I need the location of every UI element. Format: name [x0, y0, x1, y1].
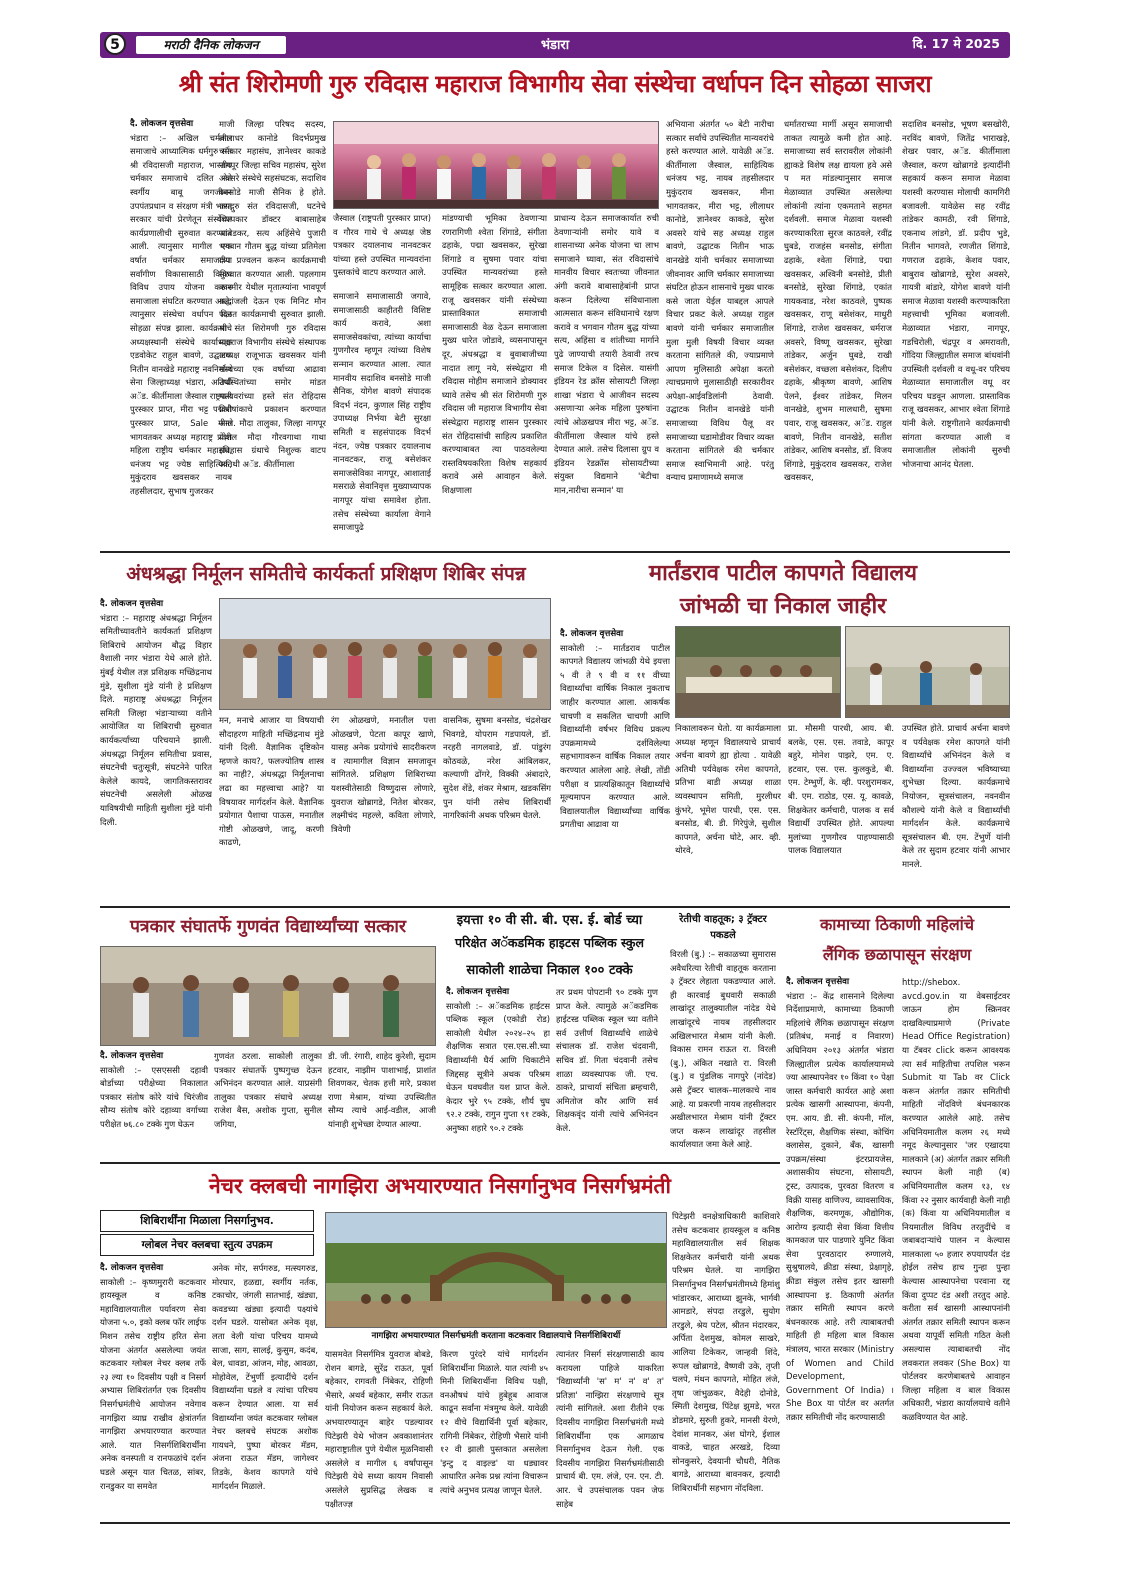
- article1-col3a: समाजाने समाजासाठी जगावे, समाजासाठी काहीतरी विशिष्ट कार्य करावे, अशा समाजसेवकांचा, त्यांच्या कार्याचा गुणगौरव म्हणून त्यांच्या विशेष सन्मान करण्यात आला. त्यात मानवीय सदाशिव बनसोडे माजी सैनिक, योगेश बावणे संपादक विदर्भ नंदन, कुणाल सिंह राष्ट्रीय उपाध्यक्ष निर्भया बेटी सुरक्षा समिती व सहसंपादक विदर्भ नंदन, ज्येष्ठ पत्रकार दयालनाथ नानवटकर, राजू बसेशंकर समाजसेविका नागपूर, आशाताई मसराळे सेवानिवृत्त मुख्याध्यापक नागपूर यांचा समावेश होता. तसेच संस्थेच्या कार्याला वेगाने समाजापुढे: [333, 291, 431, 533]
- article1-col4: प्राधान्य देऊन समाजकार्यात रुची ठेवणाऱ्यांनी समोर यावे व शासनाच्या अनेक योजना चा लाभ समाजाने घ्यावा, संत रविदासांचे मानवीय विचार स्वतःच्या जीवनात अंगी करावे बाबासाहेबांनी प्राप्त करून दिलेल्या संविधानाला आत्मसात करून संविधानाचे रक्षण करावे व भगवान गौतम बुद्ध यांच्या सत्य, अहिंसा व शांतीच्या मार्गाने पुढे जाण्याची तयारी ठेवावी तरच समाज टिकेल व दिसेल. यासंगी इंडियन रेड क्रॉस सोसायटी जिल्हा शाखा भंडारा चे आजीवन सदस्य असणाऱ्या अनेक महिला पुरुषांना त्यांचे ओळखपत्र मीरा भट्ट, अॅड. कीर्तीमाला जैस्वाल यांचे हस्ते देण्यात आले. तसेच दिलासा ग्रुप व इंडियन रेडक्रॉस सोसायटीच्या संयुक्त विद्यमाने 'बेटीचा मान,नारीचा सन्मान' या: [554, 213, 659, 495]
- footer-rule: [100, 1522, 1010, 1524]
- article3-col1: [560, 628, 670, 904]
- article7-col1: [786, 976, 894, 1516]
- article2-col3: रंग ओळखणे, मनातील पत्ता ओळखणे, पेटता कापूर खाणे, यासह अनेक प्रयोगांचे सादरीकरण व त्यामागील विज्ञान समजावून सांगितले. प्रशिक्षण शिबिराच्या यशस्वीतेसाठी विष्णुदास लोणारे, युवराज खोब्रागडे, नितेश बोरकर, लक्ष्मीचंद महल्ले, कविता लोणारे, त्रिवेणी: [331, 715, 436, 834]
- article1-byline: दै. लोकजन वृत्तसेवा: [130, 119, 194, 129]
- article6-headline: रेतीची वाहतूक; ३ ट्रॅक्टर पकडले: [679, 914, 767, 941]
- article2-col1-text: भंडारा :– महाराष्ट्र अंधश्रद्धा निर्मूलन समितीच्यावतीने कार्यकर्ता प्रशिक्षण शिबिराचे आयोजन बौद्ध विहार वैशाली नगर भंडारा येथे आले होते. मुंबई येथील तज्ञ प्रशिक्षक मच्छिंद्रनाथ मुंडे, सुशीला मुंडे यांनी हे प्रशिक्षण दिले. महाराष्ट्र अंधश्रद्धा निर्मूलन समिती जिल्हा भंडाऱ्याच्या वतीने आयोजित या शिबिराची सुरुवात कार्यकर्त्यांच्या परिचयाने झाली. अंधश्रद्धा निर्मूलन समितीचा प्रवास, संघटनेची चतुःसूत्री, संघटनेने पारित केलेले कायदे, जागतिकस्तरावर संघटनेची असलेली ओळख याविषयीची माहिती सुशीला मुंडे यांनी दिली.: [100, 612, 212, 827]
- article6-body: विरली (बु.) :– सकाळच्या सुमारास अवैधरित्या रेतीची वाहतूक करताना ३ ट्रॅक्टर लेहाता पकडण्यात आले. ही कारवाई बुधवारी सकाळी लाखांदूर तालुक्यातील नांदेड येथे लाखांदूरचे नायब तहसीलदार अखिलभारत मेश्राम यांनी केली. विकास रामन राऊत रा. विरली (बु.), अंकित नखाते रा. विरली (बु.) व पुंडलिक नागपुरे (नांदेड) असे ट्रॅक्टर चालक–मालकाचे नाव आहे. या प्रकरणी नायब तहसीलदार अखीलभारत मेश्राम यांनी ट्रॅक्टर जप्त करून लाखांदूर तहसील कार्यालयात जमा केले आहे.: [670, 949, 776, 1150]
- article8-col6: पिटेझरी वनक्षेत्राधिकारी काशिवारे तसेच कटकवार हायस्कूल व कनिष्ठ महाविद्यालयातील सर्व शिक्षक शिक्षकेतर कर्मचारी यांनी अथक परिश्रम घेतले. या नागझिरा निसर्गानुभव निसर्गभ्रमंतीमध्ये हिमांशु भांडारकर, आराध्या झुनके, भार्गवी आमडारे, संपदा तरडुले, सुयोग तरडुले, श्रेय पटेल, श्रीतन मंदारकर, अर्पिता देशमुख, कोमल साखरे, आलिया टिकेकर, जान्हवी शिंदे, रूपल खोब्रागडे, वैष्णवी उके, तृप्ती चलपे, मंथन कापगते, मोहित लंजे, तृषा जांभुळकर, वैदेही दोनोडे, स्मिती देशमुख, पिंटेक्ष झुमडे, भरत डोडमारे, सुरुती हुकरे, मानसी येरणे, देवांश मानकर, अंश घोगरे, ईशाल वाकडे, चाहत अरखडे, दिव्या सोनकुसरे, देवयानी चौधरी, नैतिक बागडे, आराध्या बावनकर, इत्यादी शिबिरार्थीनी सहभाग नोंदविला.: [672, 1211, 780, 1493]
- article8-byline: दै. लोकजन वृत्तसेवा: [100, 1263, 164, 1273]
- article5-byline: दै. लोकजन वृत्तसेवा: [446, 987, 510, 997]
- article2-col1: [100, 598, 212, 904]
- article3-col1-text: साकोली :– मार्तंडराव पाटील कापगते विद्यालय जांभळी येथे इयत्ता ५ वी ते ९ वी व ११ वीच्या विद्यार्थ्यांचा वार्षिक निकाल नुकताच जाहीर करण्यात आला. आकर्षक चाचणी व सकलित चाचणी आणि विद्यार्थ्यांनी वर्षभर विविध प्रकल्प उपक्रमामध्ये दर्शविलेल्या सहभागावरून वार्षिक निकाल तयार करण्यात आलेला आहे. लेखी, तोंडी परीक्षा व प्रात्यक्षिकातून विद्यार्थ्यांचे मूल्यमापन करण्यात आले. विद्यालयातील विद्यार्थ्यांच्या वार्षिक प्रगतीचा आढावा या: [560, 642, 670, 830]
- divider-2: [100, 906, 1010, 908]
- article3-photo-left: [675, 626, 841, 718]
- article3-col3: प्रा. मौसमी पारधी, आय. बी. बलके, एस. एस. तवाडे, कापूर बहुरे, मोनेश पाझरे, एम. ए. हटवार, एस. एस. कुलकुडे, बी. एम. टेम्भुर्णे, के. व्ही. परशुरामकर, बी. एम. राठोड, एस. यू. कावळे, शिक्षकेतर कर्मचारी, पालक व सर्व विद्यार्थी उपस्थित होते. आपल्या मुलांच्या गुणगौरव पाहण्यासाठी पालक विद्यालयात: [788, 723, 894, 856]
- article8-col2: अनेक मोर, सर्पगरुड, मत्स्यगरुड, मोरघार, हळद्या, स्वर्गीय नर्तक, टकाचोर, जंगली सातभाई, खंड्या, कवडच्या खंड्या इत्यादी पक्ष्यांचे दर्शन घडले. यासोबत अनेक वृक्ष, लता वेली यांचा परिचय यामध्ये साजा, साग, सालई, कुसुम, कदंब, बेल, धावडा, आंजन, मोह, आवळा, मोहोवेल, टेंभुर्णी इत्यादींचे दर्शन विद्यार्थ्यांना घडले व त्यांचा परिचय करून देण्यात आला. या सर्व विद्यार्थ्यांना जयंत कटकवार ग्लोबल नेचर क्लबचे संघटक अशोक गायधने, पुष्पा बोरकर मॅडम, अंजना राऊत मॅडम, जागेश्वर तिडके, केशव कापगते यांचे मार्गदर्शन मिळाले.: [212, 1263, 318, 1491]
- article1-col2: माजी जिल्हा परिषद सदस्य, लीलाधर कानोडे विदर्भप्रमुख चर्मकार महासंघ, ज्ञानेश्वर काकडे नागपूर जिल्हा सचिव महासंघ, सुरेश अवसरे संस्थेचे सहसंघटक, सदाशिव बनसोडे माजी सैनिक हे होते. जगद्गुरु संत रविदासजी, घटनेचे शिल्पकार डॉक्टर बाबासाहेब आंबेडकर, सत्य अहिंसेचे पुजारी भगवान गौतम बुद्ध यांच्या प्रतिमेला दीप प्रज्वलन करून कार्यक्रमाची सुरुवात करण्यात आली. पहलगाम काश्मीर येथील मृतात्म्यांना भावपूर्ण श्रद्धांजली देऊन एक मिनिट मौन पाळत कार्यक्रमाची सुरुवात झाली. श्री संत शिरोमणी गुरु रविदास महाराज विभागीय संस्थेचे संस्थापक अध्यक्ष राजूभाऊ खवसकर यांनी संस्थेच्या एक वर्षाच्या आढावा उपस्थितांच्या समोर मांडत मान्यवरांच्या हस्ते संत रोहिदास विशेषांकाचे प्रकाशन करण्यात आले. मौदा तालुका, जिल्हा नागपूर येथील मौदा गौरवगाथा गाथा इतिहास ग्रंथाचे निशुल्क वाटप अतिथी अॅड. कीर्तीमाला: [219, 119, 326, 469]
- article5-col1-text: साकोली :– अॅकडमिक हाईटस पब्लिक स्कूल (एकोडी रोड) साकोली येथील २०२४–२५ हा शैक्षणिक सत्रात एस.एस.सी.च्या विद्यार्थ्यांनी घैर्य आणि चिकाटीने जिद्दसह सूत्रीने अथक परिश्रम घेऊन घवघवीत यश प्राप्त केले. केदार भुरे ९५ टक्के, शौर्य चुघ ९२.२ टक्के, रागुन गुप्ता ९१ टक्के, अनुष्का शहारे ९०.२ टक्के: [446, 1000, 550, 1133]
- article2-col2: मन, मनाचे आजार या विषयाची सौदाहरण माहिती मच्छिंद्रनाथ मुंडे यांनी दिली. वैज्ञानिक दृष्टिकोन म्हणजे काय?, फलज्योतिष शास्त्र का नाही?, अंधश्रद्धा निर्मूलनाचा लढा का महत्त्वाचा आहे? या विषयावर मार्गदर्शन केले. वैज्ञानिक प्रयोगात पैशाचा पाऊस, मनातील गोष्टी ओळखणे, जादू, करणी काढणे,: [219, 715, 324, 848]
- article7-headline-line1: कामाच्या ठिकाणी महिलांचे: [820, 915, 974, 934]
- article1-photo: [333, 121, 659, 209]
- article1-col1-text: भंडारा :– अखिल चर्मकार समाजाचे आध्यात्मिक धर्मगुरु संत श्री रविदासजी महाराज, भारतीय चर्मकार समाजाचे दलित नेते स्वर्गीय बाबू जगजीवन उपपंतप्रधान व संरक्षण मंत्री भारत सरकार यांची प्रेरणेतून संस्थेच्या कार्यप्रणालीची सुरुवात करण्यात आली. त्यानुसार मागील एक वर्षात चर्मकार समाजाच्या सर्वांगीण विकासासाठी विविध विविध उपाय योजना करून समाजाला संघटित करण्यात आले. त्यानुसार संस्थेचा वर्धापन दिन सोहळा संपन्न झाला. कार्यक्रमाचे अध्यक्षस्थानी संस्थेचे कार्याध्यक्ष एडवोकेट राहुल बावणे, उद्घाटक नितीन वानखेडे महाराष्ट्र नवनिर्माण सेना जिल्हाध्यक्ष भंडारा, अतिथी अॅड. कीर्तीमाला जैस्वाल राष्ट्रपती पुरस्कार प्राप्त, मीरा भट्ट पद्मश्री पुरस्कार प्राप्त, Sale मीना भागवतकर अध्यक्ष महाराष्ट्र प्रदेश महिला राष्ट्रीय चर्मकार महासंघ, धनंजय भट्ट ज्येष्ठ साहित्यिक, मुकुंदराव खवसकर नायब तहसीलदार, सुभाष गुजरकर: [130, 132, 232, 497]
- article8-col3: यासमवेत निसर्गमित्र युवराज बोबडे, रोशन बागडे, सुरेंद्र राऊत, पूर्वा बहेकार, रागवती निंबेकर, रोहिणी भैसारे, अथर्व बहेकार, समीर राऊत यांनी नियोजन करून सहकार्य केले. अभयारण्यातून बाहेर पडल्यावर पिटेझरी येथे भोजन अवकाशानंतर महाराष्ट्रातील पुणे येथील मूळनिवासी असलेले व मागील ६ वर्षांपासून पिटेझरी येथे सध्या कायम निवासी असलेले सुप्रसिद्ध लेखक व पक्षीतज्ज्ञ: [325, 1349, 433, 1509]
- section-name: भंडारा: [540, 38, 570, 53]
- issue-date: दि. 17 मे 2025: [912, 36, 1000, 51]
- article1-col1: [130, 118, 232, 548]
- article1-col6: धर्मांतराच्या मार्गी असून समाजाची ताकत त्यामुळे कमी होत आहे. समाजाच्या सर्व स्तरावरील लोकांनी ह्याकडे विशेष लक्ष द्यायला हवे असे प मत मांडल्यानुसार समाज मेळाव्यात उपस्थित असलेल्या लोकांनी त्यांना एकमताने सहमत दर्शवली. समाज मेळावा यशस्वी करण्याकरिता सुरज काठवले, रवींद्र घुबडे, राजहंस बनसोड, संगीता ढहाके, श्वेता शिंगाडे, पद्मा खवसकर, अश्विनी बनसोडे, प्रीती बनसोडे, सुरेखा शिंगाडे, एकांत गायकवाड, नरेश काठवले, पुष्पक खवसकर, राणू बसेशंकर, माधुरी शिंगाडे, राजेश खवसकर, धर्मराज अवसरे, विष्णू खवसकर, सुरेखा तांडेकर, अर्जुन घुबडे, राखी बसेशंकर, वच्छला बसेशंकर, दिलीप ढहाके, श्रीकृष्ण बावणे, आशिष पेलने, ईश्वर तांडेकर, मिलन वानखेडे, शुभम मालधारी, सुषमा पवार, राजू खवसकर, अॅड. राहुल बावणे, नितीन वानखेडे, सतीश तांडेकर, आशिष बनसोड, डॉ. विजय शिंगाडे, मुकुंदराव खवसकर, राजेश खवसकर,: [784, 119, 892, 483]
- article5-headline-line1: इयत्ता १० वी सी. बी. एस. ई. बोर्ड च्या: [456, 913, 643, 928]
- article7-col1-text: भंडारा :– केंद्र शासनाने दिलेल्या निर्देशाप्रमाणे, कामाच्या ठिकाणी महिलांचे लैंगिक छळापासून संरक्षण (प्रतिबंध, मनाई व निवारण) अधिनियम २०१३ अंतर्गत भंडारा जिल्ह्यातील प्रत्येक कार्यालयामध्ये ज्या आस्थापनेवर १० किंवा १० पेक्षा जास्त कर्मचारी कार्यरत आहे अशा प्रत्येक खासगी आस्थापना, कंपनी, एम. आय. डी. सी. कंपनी, मॉल, रेस्टॉरेंट्स, शैक्षणिक संस्था, कोचिंग क्लासेस, दुकाने, बँक, खासगी उपक्रम/संस्था इंटरप्रायजेस, अशासकीय संघटना, सोसायटी, ट्रस्ट, उत्पादक, पुरवठा वितरण व विक्री यासह वाणिज्य, व्यावसायिक, शैक्षणिक, करमणूक, औद्योगिक, आरोग्य इत्यादी सेवा किंवा वित्तीय कामकाज पार पाडणारे युनिट किंवा सेवा पुरवठादार रुग्णालये, सुश्रुषालये, क्रीडा संस्था, प्रेक्षागृहे, क्रीडा संकुल तसेच इतर खासगी आस्थापना इ. ठिकाणी अंतर्गत तक्रार समिती स्थापन करणे बंधनकारक आहे. तरी त्याबाबतची माहिती ही महिला बाल विकास मंत्रालय, भारत सरकार (Ministry of Women and Child Development, Government Of India) । She Box या पोर्टल वर अतर्गत तक्रार समितीची नोंद करण्यासाठी: [786, 990, 894, 1422]
- article1-headline: श्री संत शिरोमणी गुरु रविदास महाराज विभागीय सेवा संस्थेचा वर्धापन दिन सोहळा साजरा: [178, 69, 932, 98]
- article8-col5: त्यानंतर निसर्ग संरक्षणासाठी काय करायला पाहिजे याकरिता 'विद्यार्थ्यांनी 'स' म' न' व' त' प्रतिज्ञा' नाग्झिरा संरक्षणाचे सूत्र त्यांनी सांगितले. अशा रीतीने एक दिवसीय नागझिरा निसर्गभ्रमंती मध्ये शिबिरार्थींना एक आगळाच निसर्गानुभव देऊन गेली. एक दिवसीय नागझिरा निसर्गभ्रमंतीसाठी प्राचार्य बी. एम. लंजे, एन. एन. टी. आर. चे उपसंचालक पवन जेफ साहेब: [556, 1349, 664, 1509]
- article8-col1: [100, 1262, 206, 1518]
- article1-photo-caption: जैस्वाल (राष्ट्रपती पुरस्कार प्राप्त) व गौरव गाथे चे अध्यक्ष जेष्ठ पत्रकार दयालनाथ नानवटकर यांच्या हस्ते उपस्थित मान्यवरांना पुस्तकांचे वाटप करण्यात आले.: [333, 213, 431, 278]
- article4-col2: गुणवंत ठरला. साकोली तालुका पत्रकार संघातर्फे पुष्पगुच्छ देऊन अभिनंदन करण्यात आले. याप्रसंगी तालुका पत्रकार संघाचे अध्यक्ष राजेश बैस, अशोक गुप्ता, सुनील जगिया,: [214, 1051, 322, 1129]
- article4-col1-text: साकोली :– एसएससी दहावी बोर्डाच्या परीक्षेच्या निकालात पत्रकार संतोष कोरे यांचे चिरंजीव सौम्य संतोष कोरे दहाव्या वर्गाच्या परीक्षेत ७६.८० टक्के गुण घेऊन: [100, 1064, 208, 1129]
- article4-headline: पत्रकार संघातर्फे गुणवंत विद्यार्थ्यांच्या सत्कार: [129, 917, 407, 937]
- article8-subheading-1: शिबिरार्थींना मिळाला निसर्गानुभव.: [100, 1210, 314, 1232]
- article7-byline: दै. लोकजन वृत्तसेवा: [786, 977, 850, 987]
- article8-sanctuary-gate-photo: [326, 1213, 667, 1328]
- masthead: [100, 32, 1010, 58]
- article2-col4: वासनिक, सुषमा बनसोड, चंद्रशेखर भिवगडे, योपराम गडपायले, डॉ. नरहरी नागलवाडे, डॉ. पांडुरंग कोठवळे, नरेश आंबिलकर, कल्याणी ढोंगरे, विक्की अंबादारे, सुदेश शेंडे, शंकर मेश्राम, खडकसिंग पुन यांनी तसेच शिबिरार्थी नागरिकांनी अथक परिश्रम घेतले.: [443, 715, 551, 821]
- article3-headline-line2: जांभळी चा निकाल जाहीर: [679, 593, 887, 619]
- article8-col1-text: साकोली :– कृष्णमुरारी कटकवार हायस्कूल व कनिष्ठ महाविद्यालयातील पर्यावरण सेवा योजना ५.०, इको क्लब फॉर लाईफ मिशन तसेच राष्ट्रीय हरित सेना योजना अंतर्गत असलेल्या जयंत कटकवार ग्लोबल नेचर क्लब तर्फे २३ ल्या १० दिवसीय पक्षी व निसर्ग अभ्यास शिबिरांतर्गत एक दिवसीय निसर्गभ्रमंतीचे आयोजन नवेगाव नागझिरा व्याघ्र राखीव क्षेत्रांतर्गत नागझिरा अभयारण्यात करण्यात आले. यात निसर्गशिबिरार्थींना अनेक वनस्पती व रानफळांचे दर्शन घडले असून यात चितळ, सांबर, रानडुकर या समवेत: [100, 1276, 206, 1491]
- article5-col1: [446, 986, 550, 1158]
- article1-group-photo: [334, 122, 659, 209]
- article5-headline-line2: परिक्षेत अॅकडमिक हाइटस पब्लिक स्कुल: [455, 935, 644, 950]
- article4-byline: दै. लोकजन वृत्तसेवा: [100, 1051, 164, 1061]
- article8-photo: [325, 1212, 667, 1328]
- article7-col2: http://shebox. avcd.gov.in या वेबसाईटवर जाऊन होम स्क्रिनवर दाखविल्याप्रमाणे (Private Head Office Registration) या टॅबवर click करून आवश्यक त्या सर्व माहितीचा तपशिल भरून Submit या Tab वर Click करून अंतर्गत तक्रार समितीची माहिती नोंदविणे बंधनकारक करण्यात आलेले आहे. तसेच अधिनियमातील कलम २६ मध्ये नमूद केल्यानुसार 'जर एखादया मालकाने (अ) अंतर्गत तक्रार समिती स्थापन केली नाही (ब) अधिनियमातील कलम १३, १४ किंवा २२ नुसार कार्यवाही केली नाही (क) किंवा या अधिनियमातील व नियमातील विविध तरतुदींचे व जबाबदाऱ्यांचे पालन न केल्यास मालकाला ५० हजार रुपयापर्यंत दंड होईल तसेच हाच गुन्हा पुन्हा केल्यास आस्थापनेचा परवाना रद्द किंवा दुप्पट दंड अशी तरतुद आहे. करीता सर्व खासगी आस्थापनांनी अंतर्गत तक्रार समिती स्थापन करून अथवा यापूर्वी समिती गठित केली असल्यास त्याबाबतची नोंद लवकरात लवकर (She Box) या पोर्टलवर करणेबाबतचे आवाहन जिल्हा महिला व बाल विकास अधिकारी, भंडारा कार्यालयाचे वतीने कळविण्यात येत आहे.: [902, 977, 1010, 1422]
- article2-byline: दै. लोकजन वृत्तसेवा: [100, 599, 164, 609]
- article8-subheading-2: ग्लोबल नेचर क्लबचा स्तुत्य उपक्रम: [100, 1234, 314, 1256]
- article4-felicitation-photo: [101, 947, 436, 1046]
- article3-byline: दै. लोकजन वृत्तसेवा: [560, 629, 624, 639]
- page-number: [104, 33, 126, 55]
- divider-1: [100, 551, 1010, 553]
- page-number-text: 5: [110, 37, 120, 53]
- article8-col4: किरण पुरंदरे यांचे मार्गदर्शन शिबिरार्थीना मिळाले. यात त्यांनी ४५ मिनी शिबिरार्थीना विविध पक्षी, वनऔषधं यांचे हुबेहूब आवाज काढून सर्वांना मंत्रमुग्ध केले. यावेळी १२ वीचे विद्यार्थिनी पूर्वा बहेकार, रागिनी निंबेकर, रोहिणी भैसारे यांनी १२ वी झाली पुस्तकात असलेला 'इन्टु द वाइल्ड' या धड्यावर आधारित अनेक प्रश्न त्यांना विचारून त्यांचे अनुभव प्रत्यक्ष जाणून घेतले.: [440, 1349, 548, 1495]
- article2-group-photo: [220, 599, 551, 710]
- divider-3: [100, 1162, 780, 1164]
- article3-col4: उपस्थित होते. प्राचार्य अर्चना बावणे व पर्यवेक्षक रमेश कापगते यांनी विद्यार्थ्यांचे अभिनंदन केले व विद्यार्थ्यांना उज्ज्वल भविष्याच्या शुभेच्छा दिल्या. कार्यक्रमाचे नियोजन, सूत्रसंचालन, नवनवीन कौशल्ये यांनी केले व विद्यार्थ्यांची मार्गदर्शन केले. कार्यक्रमाचे सूत्रसंचालन बी. एम. टेंभुर्णे यांनी केले तर सुदाम हटवार यांनी आभार मानले.: [902, 723, 1010, 869]
- article5-col2: तर प्रथम पोपटानी ९० टक्के गुण प्राप्त केले. त्यामुळे अॅकडमिक हाईटस्ड पब्लिक स्कूल च्या वतीने सर्व उत्तीर्ण विद्यार्थ्यांचे शाळेचे संचालक डॉ. राजेश चंदवानी, सचिव डॉ. गिता चंदवानी तसेच शाळा व्यवस्थापक जी. एच. ठाकरे, प्राचार्या संचिता ब्रम्हचारी, अमितोज कौर आणि सर्व शिक्षकवृंद यांनी त्यांचे अभिनंदन केले.: [556, 987, 658, 1133]
- article1-col5: अभियाना अंतर्गत ५० बेटी नारीचा सत्कार सर्वांचे उपस्थितीत मान्यवरांचे हस्ते करण्यात आले. यावेळी अॅड. कीर्तीमाला जैस्वाल, साहित्यिक धनंजय भट्ट, नायब तहसीलदार मुकुंदराव खवसकर, मीना भागवतकर, मीरा भट्ट, लीलाधर कानोडे, ज्ञानेश्वर काकडे, सुरेश अवसरे यांचे सह अध्यक्ष राहुल बावणे, उद्घाटक नितीन भाऊ वानखेडे यांनी चर्मकार समाजाच्या जीवनावर आणि चर्मकार समाजाच्या संघटित होऊन शासनाचे मुख्य धारक कसे जाता येईल याबद्दल आपले विचार प्रकट केले. अध्यक्ष राहुल बावणे यांनी चर्मकार समाजातील मुला मुली विषयी विचार व्यक्त करताना सांगितले की, ज्याप्रमाणे आपण मुलिसाठी अपेक्षा करतो त्याचप्रमाणे मुलासाठीही सरकारीवर अपेक्षा-आईवडिलांनी ठेवावी. उद्घाटक नितीन वानखेडे यांनी समाजाच्या विविध पैलू वर समाजाच्या घडामोडीवर विचार व्यक्त करताना सांगितले की चर्मकार समाज स्वाभिमानी आहे. परंतु वन्याच प्रमाणामध्ये समाज: [666, 119, 774, 483]
- article2-photo: [219, 598, 551, 710]
- article3-headline-line1: मार्तंडराव पाटील कापगते विद्यालय: [648, 560, 918, 586]
- article1-col7: सदाशिव बनसोड, भूषण बसखोरी, नरविंद बावणे, जितेंद्र भाराखड़े, शेखर पवार, अॅड. कीर्तीमाला जैस्वाल, करण खोब्रागडे इत्यादींनी सहकार्य करून समाज मेळावा यशस्वी करण्यास मोलाची कामगिरी बजावली. यावेळेस सह रवींद्र तांडेकर कामठी, रवी शिंगाडे, एकनाथ लांडगे, डॉ. प्रदीप भुडे, नितीन भागवते, रणजीत शिंगाडे, गणराज ढहाके, केशव पवार, बाबुराव खोब्रागडे, सुरेश अवसरे, गायत्री बांडारे, योगेश बावणे यांनी समाज मेळावा यशस्वी करण्याकरिता महत्त्वाची भूमिका बजावली. मेळाव्यात भंडारा, नागपूर, गडचिरोली, चंद्रपूर व अमरावती, गोंदिया जिल्ह्यातील समाज बांधवांनी उपस्थिती दर्शवली व वधू-वर परिचय मेळाव्यात समाजातील वधू वर परिचय घडवून आणला. प्रास्ताविक राजू खवसकर, आभार श्वेता शिंगाडे यांनी केले. राष्ट्रगीताने कार्यक्रमाची सांगता करण्यात आली व समाजातील लोकांनी सुरुची भोजनाचा आनंद घेतला.: [902, 119, 1010, 469]
- paper-name: मराठी दैनिक लोकजन: [136, 36, 286, 54]
- article8-headline: नेचर क्लबची नागझिरा अभयारण्यात निसर्गानुभव निसर्गभ्रमंती: [209, 1173, 671, 1198]
- article3-photo-right: [845, 626, 1010, 718]
- article8-photo-caption: नागझिरा अभयारण्यात निसर्गभ्रमंती करताना कटकवार विद्यालयाचे निसर्गशिबिरार्थी: [371, 1331, 621, 1341]
- article4-col3: डी. जी. रंगारी, शाहेद कुरेशी, सुदाम हटवार, नाझीम पाशाभाई, प्राशांत शिवणकर, चेतक हत्ती मारे, प्रकाश राणा मेश्राम, यांच्या उपस्थितीत सौम्य त्याचे आई-वडील, आजी यांनाही शुभेच्छा देण्यात आल्या.: [328, 1051, 436, 1129]
- article3-col2: निकालावरून घेतो. या कार्यक्रमाला अध्यक्ष म्हणून विद्यालयाचे प्राचार्य अर्चना बावणे ह्या होत्या . यावेळी अतिथी पर्यवेक्षक रमेश कापगते, प्रतिभा बाडी अध्यक्ष शाळा व्यवस्थापन समिती, मुरलीधर कुंभरे, भूमेश पारधी, एस. एस. बनसोड, बी. डी. गिरेपुंजे, सुशील कापगते, अर्चना घोटे, आर. व्ही. थोरवे,: [675, 723, 781, 856]
- article4-photo: [100, 946, 436, 1046]
- article2-headline: अंधश्रद्धा निर्मूलन समितीचे कार्यकर्ता प्रशिक्षण शिबिर संपन्न: [126, 563, 526, 585]
- article3-prize-photo: [846, 627, 1010, 718]
- article7-headline-line2: लैंगिक छळापासून संरक्षण: [822, 945, 972, 964]
- article1-col3b: मांडण्याची भूमिका ठेवणाऱ्या रणरागिणी श्वेता शिंगाडे, संगीता ढहाके, पद्मा खवसकर, सुरेखा शिंगाडे व सुषमा पवार यांचा उपस्थित मान्यवरांच्या हस्ते सामूहिक सत्कार करण्यात आला. राजू खवसकर यांनी संस्थेच्या प्रास्ताविकात समाजाची समाजासाठी वेळ देऊन समाजाला मुख्य धारेत जोडावे, व्यसनापासून दूर, अंधश्रद्धा व बुवाबाजीच्या नादात लागू नये, संस्थेद्वारा मी रविदास मोहीम समाजाने डोक्यावर घ्यावे तसेच श्री संत शिरोमणी गुरु रविदास जी महाराज विभागीय सेवा संस्थेद्वारा महाराष्ट्र शासन पुरस्कार संत रोहिदासांची साहित्य प्रकाशित करण्याबाबत त्या पाठवलेल्या रास्तविषयकरिता विशेष सहकार्य करावे असे आवाहन केले. शिक्षणाला: [442, 213, 547, 495]
- article3-classroom-photo: [676, 627, 841, 718]
- article5-headline-line3: साकोली शाळेचा निकाल १०० टक्के: [466, 963, 633, 978]
- article4-col1: [100, 1050, 208, 1158]
